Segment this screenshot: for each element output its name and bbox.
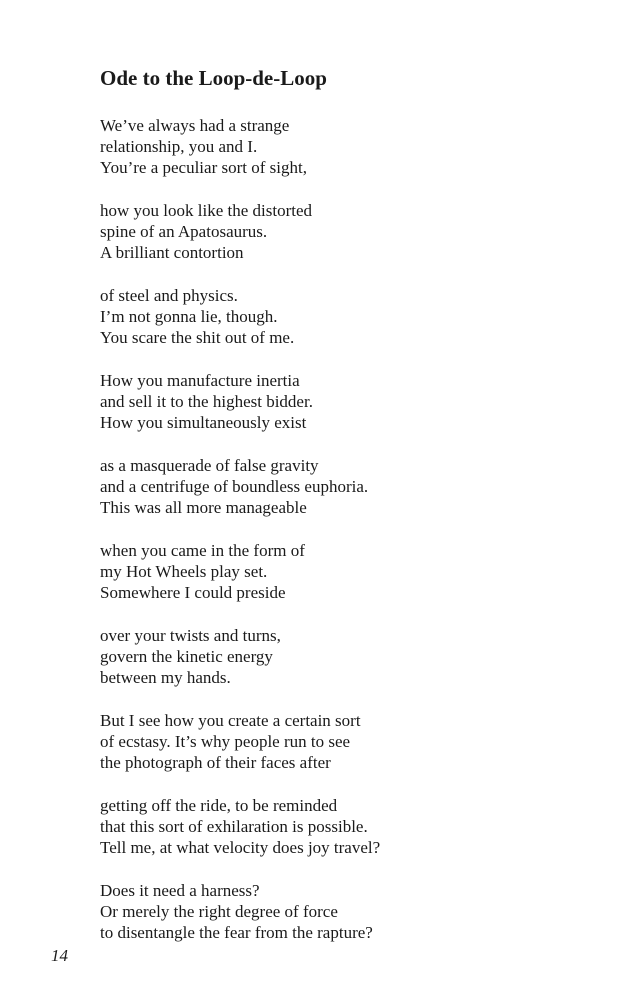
- poem-title: Ode to the Loop-de-Loop: [100, 66, 327, 90]
- poem-line: over your twists and turns,: [100, 626, 281, 645]
- poem-line: I’m not gonna lie, though.: [100, 307, 278, 326]
- poem-line: of ecstasy. It’s why people run to see: [100, 732, 351, 751]
- poem-line: and a centrifuge of boundless euphoria.: [100, 477, 369, 496]
- stanza: [100, 710, 600, 773]
- poem-line: You’re a peculiar sort of sight,: [100, 158, 307, 177]
- poem-line: that this sort of exhilaration is possible.: [100, 817, 368, 836]
- stanza: [100, 540, 600, 603]
- poem-line: spine of an Apatosaurus.: [100, 222, 268, 241]
- poem-line: relationship, you and I.: [100, 137, 258, 156]
- stanza: [100, 795, 600, 858]
- poem-line: getting off the ride, to be reminded: [100, 796, 338, 815]
- poem-line: govern the kinetic energy: [100, 647, 273, 666]
- poem-body: [100, 115, 600, 965]
- poem-line: How you simultaneously exist: [100, 413, 307, 432]
- poem-line: We’ve always had a strange: [100, 116, 290, 135]
- poem-line: Tell me, at what velocity does joy travel?: [100, 838, 381, 857]
- poem-line: my Hot Wheels play set.: [100, 562, 268, 581]
- poem-line: A brilliant contortion: [100, 243, 244, 262]
- poem-line: Does it need a harness?: [100, 881, 260, 900]
- poem-line: between my hands.: [100, 668, 231, 687]
- poem-line: how you look like the distorted: [100, 201, 313, 220]
- stanza: [100, 625, 600, 688]
- poem-line: Somewhere I could preside: [100, 583, 286, 602]
- stanza: [100, 455, 600, 518]
- poem-line: when you came in the form of: [100, 541, 305, 560]
- stanza: [100, 115, 600, 178]
- stanza: [100, 880, 600, 943]
- poem-line: and sell it to the highest bidder.: [100, 392, 313, 411]
- stanza: [100, 200, 600, 263]
- poem-line: This was all more manageable: [100, 498, 307, 517]
- stanza: [100, 370, 600, 433]
- poem-line: You scare the shit out of me.: [100, 328, 295, 347]
- poem-line: of steel and physics.: [100, 286, 238, 305]
- poem-line: How you manufacture inertia: [100, 371, 300, 390]
- poem-line: Or merely the right degree of force: [100, 902, 338, 921]
- poem-line: to disentangle the fear from the rapture?: [100, 923, 373, 942]
- poem-line: as a masquerade of false gravity: [100, 456, 319, 475]
- stanza: [100, 285, 600, 348]
- page-number: 14: [51, 946, 68, 965]
- poem-line: the photograph of their faces after: [100, 753, 331, 772]
- poem-line: But I see how you create a certain sort: [100, 711, 361, 730]
